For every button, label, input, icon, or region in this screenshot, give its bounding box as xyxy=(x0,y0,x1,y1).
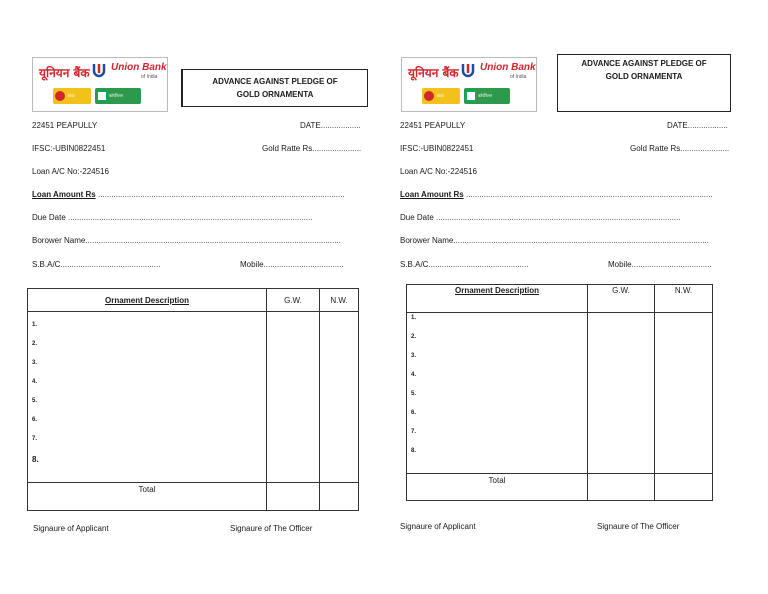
borrower-name-field[interactable] xyxy=(400,236,709,245)
andhra-text: आंध्रा xyxy=(436,93,444,98)
mobile-field[interactable] xyxy=(240,260,344,269)
andhra-logo-icon xyxy=(55,91,65,101)
officer-signature-label: Signaure of The Officer xyxy=(230,524,313,533)
total-nw-cell[interactable] xyxy=(655,474,713,501)
union-bank-mark-icon xyxy=(90,61,108,79)
list-item: 5. xyxy=(32,398,38,404)
corporation-bank-badge xyxy=(464,88,510,104)
form-title-line2: GOLD ORNAMENTA xyxy=(605,72,683,81)
logo-hindi-text: यूनियन बैंक xyxy=(408,66,459,80)
union-bank-logo xyxy=(401,57,537,112)
due-date-dots: .............................................................................................................. xyxy=(68,213,313,222)
gold-rate-label: Gold Ratte Rs xyxy=(262,144,313,153)
due-date-label: Due Date xyxy=(32,213,66,222)
sba-field[interactable] xyxy=(32,260,160,269)
header-ornament-description xyxy=(28,289,267,312)
corporation-bank-badge xyxy=(95,88,141,104)
ifsc-text: IFSC:-UBIN0822451 xyxy=(400,144,474,153)
table-items-row xyxy=(28,312,359,483)
table-items-row xyxy=(407,313,713,474)
borrower-label: Borower Name xyxy=(32,236,86,245)
loan-amount-label: Loan Amount Rs xyxy=(400,190,464,199)
union-bank-logo xyxy=(32,57,168,112)
ornament-table xyxy=(406,284,713,501)
list-item: 8. xyxy=(411,448,417,454)
andhra-bank-badge xyxy=(53,88,91,104)
table-total-row xyxy=(28,483,359,511)
corporation-text: कॉर्पोरेशन xyxy=(109,93,123,98)
mobile-label: Mobile xyxy=(240,260,264,269)
loan-account-text: Loan A/C No:-224516 xyxy=(32,167,109,176)
total-gw-cell[interactable] xyxy=(267,483,320,511)
total-nw-cell[interactable] xyxy=(320,483,359,511)
sba-label: S.B.A/C xyxy=(32,260,61,269)
list-item: 7. xyxy=(32,436,38,442)
andhra-text: आंध्रा xyxy=(67,93,75,98)
logo-hindi-text: यूनियन बैंक xyxy=(39,66,90,80)
nw-cell[interactable] xyxy=(320,312,359,483)
date-label: DATE xyxy=(300,121,321,130)
mobile-dots: .................................... xyxy=(631,260,712,269)
header-nw: N.W. xyxy=(655,285,713,313)
borrower-dots: ................................................................................................................... xyxy=(85,236,341,245)
logo-brand-text: Union Bank xyxy=(480,62,536,73)
loan-amount-label: Loan Amount Rs xyxy=(32,190,96,199)
andhra-bank-badge xyxy=(422,88,460,104)
corporation-text: कॉर्पोरेशन xyxy=(478,93,492,98)
form-title-box xyxy=(557,54,731,112)
mobile-dots: .................................... xyxy=(263,260,344,269)
list-item: 3. xyxy=(411,353,417,359)
total-gw-cell[interactable] xyxy=(588,474,655,501)
gw-cell[interactable] xyxy=(267,312,320,483)
form-title-line1: ADVANCE AGAINST PLEDGE OF xyxy=(212,77,338,86)
ornament-table xyxy=(27,288,359,511)
gw-cell[interactable] xyxy=(588,313,655,474)
logo-sub-text: of India xyxy=(510,74,527,80)
loan-amount-field[interactable] xyxy=(400,190,713,199)
loan-amount-field[interactable] xyxy=(32,190,345,199)
corporation-logo-icon xyxy=(97,91,107,101)
header-gw: G.W. xyxy=(267,289,320,312)
due-date-label: Due Date xyxy=(400,213,434,222)
list-item: 5. xyxy=(411,391,417,397)
items-cell[interactable] xyxy=(28,312,267,483)
officer-signature-label: Signaure of The Officer xyxy=(597,522,680,531)
date-dots: .................. xyxy=(320,121,361,130)
date-field[interactable] xyxy=(300,121,361,130)
logo-sub-text: of India xyxy=(141,74,158,80)
corporation-logo-icon xyxy=(466,91,476,101)
sba-dots: ............................................. xyxy=(60,260,161,269)
form-title-line2: GOLD ORNAMENTA xyxy=(236,90,314,99)
total-label: Total xyxy=(28,483,267,511)
header-ornament-description xyxy=(407,285,588,313)
borrower-name-field[interactable] xyxy=(32,236,341,245)
due-date-field[interactable] xyxy=(32,213,313,222)
header-ornament-text: Ornament Description xyxy=(104,295,189,305)
ifsc-text: IFSC:-UBIN0822451 xyxy=(32,144,106,153)
list-item: 6. xyxy=(411,410,417,416)
list-item: 8. xyxy=(32,455,39,464)
gold-rate-dots: ...................... xyxy=(680,144,730,153)
union-bank-mark-icon xyxy=(459,61,477,79)
list-item: 1. xyxy=(411,315,417,321)
pledge-form-right xyxy=(367,0,751,594)
nw-cell[interactable] xyxy=(655,313,713,474)
header-gw: G.W. xyxy=(588,285,655,313)
applicant-signature-label: Signaure of Applicant xyxy=(400,522,476,531)
logo-brand-text: Union Bank xyxy=(111,62,167,73)
total-label: Total xyxy=(407,474,588,501)
date-label: DATE xyxy=(667,121,688,130)
table-total-row xyxy=(407,474,713,501)
list-item: 4. xyxy=(32,379,38,385)
table-header-row xyxy=(28,289,359,312)
gold-rate-field[interactable] xyxy=(630,144,729,153)
list-item: 4. xyxy=(411,372,417,378)
mobile-field[interactable] xyxy=(608,260,712,269)
list-item: 7. xyxy=(411,429,417,435)
gold-rate-label: Gold Ratte Rs xyxy=(630,144,681,153)
branch-text: 22451 PEAPULLY xyxy=(32,121,98,130)
list-item: 1. xyxy=(32,322,38,328)
branch-text: 22451 PEAPULLY xyxy=(400,121,466,130)
gold-rate-field[interactable] xyxy=(262,144,361,153)
list-item: 2. xyxy=(32,341,38,347)
borrower-dots: ................................................................................................................... xyxy=(453,236,709,245)
due-date-field[interactable] xyxy=(400,213,681,222)
sba-label: S.B.A/C xyxy=(400,260,429,269)
sba-dots: ............................................. xyxy=(428,260,529,269)
items-cell[interactable] xyxy=(407,313,588,474)
loan-account-text: Loan A/C No:-224516 xyxy=(400,167,477,176)
header-ornament-text: Ornament Description xyxy=(454,286,539,295)
sba-field[interactable] xyxy=(400,260,528,269)
date-field[interactable] xyxy=(667,121,728,130)
table-header-row xyxy=(407,285,713,313)
list-item: 2. xyxy=(411,334,417,340)
borrower-label: Borower Name xyxy=(400,236,454,245)
form-title-box xyxy=(181,69,368,107)
loan-amount-dots: ............................................................................................................... xyxy=(97,190,345,199)
andhra-logo-icon xyxy=(424,91,434,101)
header-nw: N.W. xyxy=(320,289,359,312)
applicant-signature-label: Signaure of Applicant xyxy=(33,524,109,533)
list-item: 3. xyxy=(32,360,38,366)
due-date-dots: .............................................................................................................. xyxy=(436,213,681,222)
form-title-line1: ADVANCE AGAINST PLEDGE OF xyxy=(581,59,707,68)
list-item: 6. xyxy=(32,417,38,423)
gold-rate-dots: ...................... xyxy=(312,144,362,153)
loan-amount-dots: ............................................................................................................... xyxy=(465,190,713,199)
date-dots: .................. xyxy=(687,121,728,130)
mobile-label: Mobile xyxy=(608,260,632,269)
